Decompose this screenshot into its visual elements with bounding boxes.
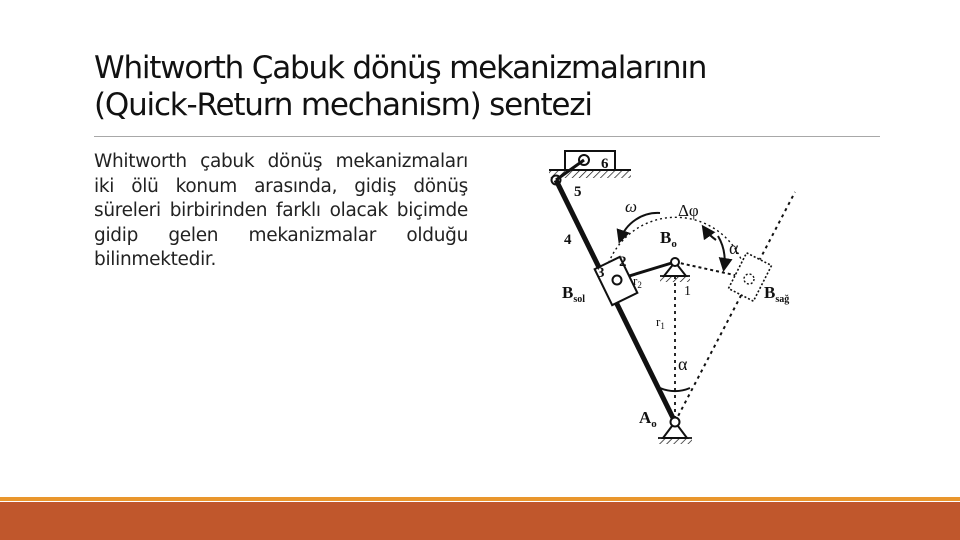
label-delta-phi: Δφ [678, 201, 699, 220]
label-b-sag: $B_{sağ}$ [764, 283, 790, 305]
title-line-2: (Quick-Return mechanism) sentezi [94, 87, 592, 123]
label-b-sol: $B_{sol}$ [562, 283, 586, 305]
title-line-1: Whitworth Çabuk dönüş mekanizmalarının [94, 50, 707, 86]
label-r2: $r_2$ [633, 273, 642, 290]
footer-accent-thick [0, 502, 960, 540]
bo-pin [671, 258, 679, 266]
pin-left-slider [613, 276, 622, 285]
label-bo: $B_o$ [660, 228, 677, 250]
label-link-4: 4 [564, 232, 572, 248]
omega-arrow [620, 213, 660, 240]
label-link-1: 1 [684, 284, 691, 299]
whitworth-mechanism-diagram [540, 144, 810, 450]
pin-right-slider [744, 274, 754, 284]
label-alpha-bottom: α [678, 354, 688, 374]
title-divider [94, 136, 880, 137]
footer-accent-thin [0, 497, 960, 501]
label-alpha-right: α [729, 238, 739, 258]
ao-pin [671, 418, 680, 427]
right-dead-position-line [675, 192, 795, 422]
label-link-5: 5 [574, 184, 582, 200]
label-omega: ω [625, 197, 638, 216]
delta-phi-arc [718, 236, 725, 268]
label-link-3: 3 [597, 265, 605, 281]
delta-phi-arc-start [704, 228, 716, 240]
label-link-6: 6 [601, 156, 609, 172]
label-ao: $A_o$ [639, 408, 657, 430]
label-r1: $r_1$ [656, 314, 665, 331]
label-link-2: 2 [619, 254, 627, 270]
slide-title [94, 50, 894, 124]
body-paragraph: Whitworth çabuk dönüş mekanizmaları iki ölü konum arasında, gidiş dönüş süreleri birbirinden farklı olacak biçimde gidip gelen mekanizmalar olduğu bilinmektedir. [94, 151, 468, 270]
